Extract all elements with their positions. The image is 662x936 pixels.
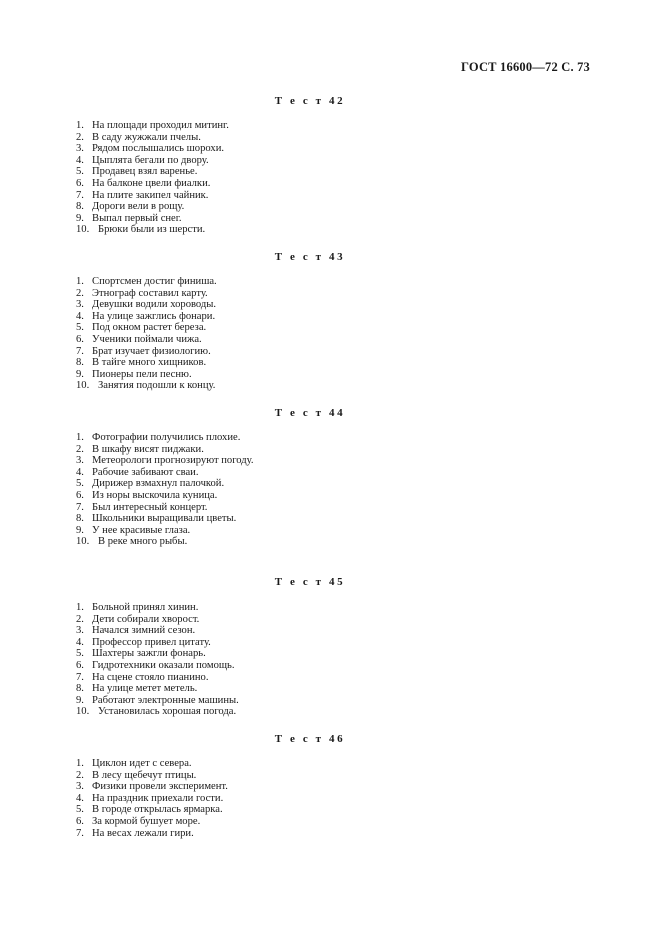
item-number: 8. xyxy=(76,357,84,369)
test-43-title: Т е с т 43 xyxy=(274,251,346,263)
item-number: 1. xyxy=(76,758,84,769)
list-item xyxy=(76,224,229,236)
list-item xyxy=(76,467,254,479)
item-number: 10. xyxy=(76,380,90,392)
item-number: 7. xyxy=(76,671,84,683)
test-45-title: Т е с т 45 xyxy=(274,576,346,588)
item-text: Начался зимний сезон. xyxy=(92,625,196,637)
item-text: Установилась хорошая погода. xyxy=(98,706,237,718)
list-item xyxy=(76,155,229,167)
list-item xyxy=(76,322,217,334)
item-number: 4. xyxy=(76,310,84,322)
item-text: Шахтеры зажгли фонарь. xyxy=(92,648,206,660)
item-number: 7. xyxy=(76,827,84,839)
item-text: Этнограф составил карту. xyxy=(92,287,208,299)
item-text: Фотографии получились плохие. xyxy=(92,432,241,443)
list-item xyxy=(76,770,228,782)
item-text: На весах лежали гири. xyxy=(92,827,194,839)
list-item xyxy=(76,190,229,202)
test-46-list xyxy=(76,758,228,839)
item-text: В шкафу висят пиджаки. xyxy=(92,443,204,455)
list-item xyxy=(76,502,254,514)
item-number: 9. xyxy=(76,368,84,380)
item-text: Спортсмен достиг финиша. xyxy=(92,276,217,287)
item-number: 2. xyxy=(76,769,84,781)
item-number: 5. xyxy=(76,804,84,816)
list-item xyxy=(76,648,239,660)
item-text: Дирижер взмахнул палочкой. xyxy=(92,478,225,490)
item-number: 1. xyxy=(76,276,84,287)
list-item xyxy=(76,625,239,637)
list-item xyxy=(76,672,239,684)
item-number: 4. xyxy=(76,792,84,804)
list-item xyxy=(76,311,217,323)
item-number: 3. xyxy=(76,455,84,467)
item-text: Выпал первый снег. xyxy=(92,212,182,224)
item-text: Ученики поймали чижа. xyxy=(92,333,202,345)
item-text: На праздник приехали гости. xyxy=(92,792,224,804)
item-number: 6. xyxy=(76,815,84,827)
list-item xyxy=(76,346,217,358)
item-text: В городе открылась ярмарка. xyxy=(92,804,223,816)
list-item xyxy=(76,369,217,381)
list-item xyxy=(76,660,239,672)
item-text: Брюки были из шерсти. xyxy=(98,224,206,236)
item-number: 2. xyxy=(76,613,84,625)
list-item xyxy=(76,536,254,548)
item-text: Из норы выскочила куница. xyxy=(92,489,218,501)
item-text: Дороги вели в рощу. xyxy=(92,201,185,213)
item-number: 4. xyxy=(76,154,84,166)
item-text: В саду жужжали пчелы. xyxy=(92,131,201,143)
item-text: Рядом послышались шорохи. xyxy=(92,143,225,155)
item-text: На улице зажглись фонари. xyxy=(92,310,216,322)
item-number: 1. xyxy=(76,602,84,613)
item-text: На плите закипел чайник. xyxy=(92,189,209,201)
item-number: 5. xyxy=(76,478,84,490)
list-item xyxy=(76,828,228,840)
item-number: 8. xyxy=(76,513,84,525)
item-number: 3. xyxy=(76,299,84,311)
test-44-list xyxy=(76,432,254,548)
item-text: На площади проходил митинг. xyxy=(92,120,229,131)
list-item xyxy=(76,683,239,695)
list-item xyxy=(76,706,239,718)
item-number: 6. xyxy=(76,659,84,671)
list-item xyxy=(76,478,254,490)
item-number: 2. xyxy=(76,131,84,143)
item-number: 2. xyxy=(76,443,84,455)
item-number: 10. xyxy=(76,536,90,548)
test-42-title: Т е с т 42 xyxy=(274,95,346,107)
item-number: 6. xyxy=(76,489,84,501)
item-text: Пионеры пели песню. xyxy=(92,368,192,380)
list-item xyxy=(76,380,217,392)
item-number: 9. xyxy=(76,212,84,224)
item-number: 7. xyxy=(76,501,84,513)
list-item xyxy=(76,166,229,178)
list-item xyxy=(76,695,239,707)
item-text: Метеорологи прогнозируют погоду. xyxy=(92,455,254,467)
item-text: На балконе цвели фиалки. xyxy=(92,177,211,189)
item-text: Занятия подошли к концу. xyxy=(98,380,216,392)
page-header: ГОСТ 16600—72 С. 73 xyxy=(461,60,590,74)
list-item xyxy=(76,334,217,346)
list-item xyxy=(76,444,254,456)
item-text: Циклон идет с севера. xyxy=(92,758,192,769)
item-text: Продавец взял варенье. xyxy=(92,166,198,178)
item-number: 5. xyxy=(76,322,84,334)
item-number: 8. xyxy=(76,683,84,695)
list-item xyxy=(76,781,228,793)
item-text: Брат изучает физиологию. xyxy=(92,345,211,357)
list-item xyxy=(76,201,229,213)
item-text: Больной принял хинин. xyxy=(92,602,199,613)
list-item xyxy=(76,816,228,828)
list-item xyxy=(76,490,254,502)
item-text: На сцене стояло пианино. xyxy=(92,671,209,683)
test-46-title: Т е с т 46 xyxy=(274,733,346,745)
item-text: Работают электронные машины. xyxy=(92,694,239,706)
item-text: Под окном растет береза. xyxy=(92,322,207,334)
item-number: 1. xyxy=(76,120,84,131)
item-text: В лесу щебечут птицы. xyxy=(92,769,197,781)
list-item xyxy=(76,357,217,369)
item-text: Гидротехники оказали помощь. xyxy=(92,659,235,671)
item-number: 4. xyxy=(76,466,84,478)
list-item xyxy=(76,758,228,770)
item-text: На улице метет метель. xyxy=(92,683,198,695)
list-item xyxy=(76,276,217,288)
item-text: У нее красивые глаза. xyxy=(92,524,191,536)
item-number: 8. xyxy=(76,201,84,213)
item-number: 3. xyxy=(76,143,84,155)
test-45-list xyxy=(76,602,239,718)
item-number: 6. xyxy=(76,333,84,345)
item-number: 9. xyxy=(76,694,84,706)
item-text: Дети собирали хворост. xyxy=(92,613,200,625)
item-text: Профессор привел цитату. xyxy=(92,636,211,648)
item-text: За кормой бушует море. xyxy=(92,815,201,827)
item-text: Девушки водили хороводы. xyxy=(92,299,217,311)
list-item xyxy=(76,432,254,444)
list-item xyxy=(76,143,229,155)
item-text: Рабочие забивают сваи. xyxy=(92,466,199,478)
test-43-list xyxy=(76,276,217,392)
list-item xyxy=(76,178,229,190)
item-number: 7. xyxy=(76,189,84,201)
list-item xyxy=(76,793,228,805)
item-number: 4. xyxy=(76,636,84,648)
list-item xyxy=(76,602,239,614)
item-number: 9. xyxy=(76,524,84,536)
list-item xyxy=(76,525,254,537)
item-text: Физики провели эксперимент. xyxy=(92,781,228,793)
list-item xyxy=(76,132,229,144)
item-number: 1. xyxy=(76,432,84,443)
item-text: Школьники выращивали цветы. xyxy=(92,513,237,525)
list-item xyxy=(76,455,254,467)
item-number: 6. xyxy=(76,177,84,189)
test-42-list xyxy=(76,120,229,236)
item-number: 3. xyxy=(76,625,84,637)
item-text: Цыплята бегали по двору. xyxy=(92,154,209,166)
list-item xyxy=(76,120,229,132)
list-item xyxy=(76,637,239,649)
list-item xyxy=(76,288,217,300)
item-number: 5. xyxy=(76,648,84,660)
list-item xyxy=(76,513,254,525)
item-number: 2. xyxy=(76,287,84,299)
item-text: В тайге много хищников. xyxy=(92,357,207,369)
item-text: В реке много рыбы. xyxy=(98,536,188,548)
item-number: 7. xyxy=(76,345,84,357)
item-number: 10. xyxy=(76,706,90,718)
item-number: 10. xyxy=(76,224,90,236)
list-item xyxy=(76,804,228,816)
list-item xyxy=(76,213,229,225)
list-item xyxy=(76,614,239,626)
list-item xyxy=(76,299,217,311)
item-number: 3. xyxy=(76,781,84,793)
test-44-title: Т е с т 44 xyxy=(274,407,346,419)
item-number: 5. xyxy=(76,166,84,178)
item-text: Был интересный концерт. xyxy=(92,501,208,513)
